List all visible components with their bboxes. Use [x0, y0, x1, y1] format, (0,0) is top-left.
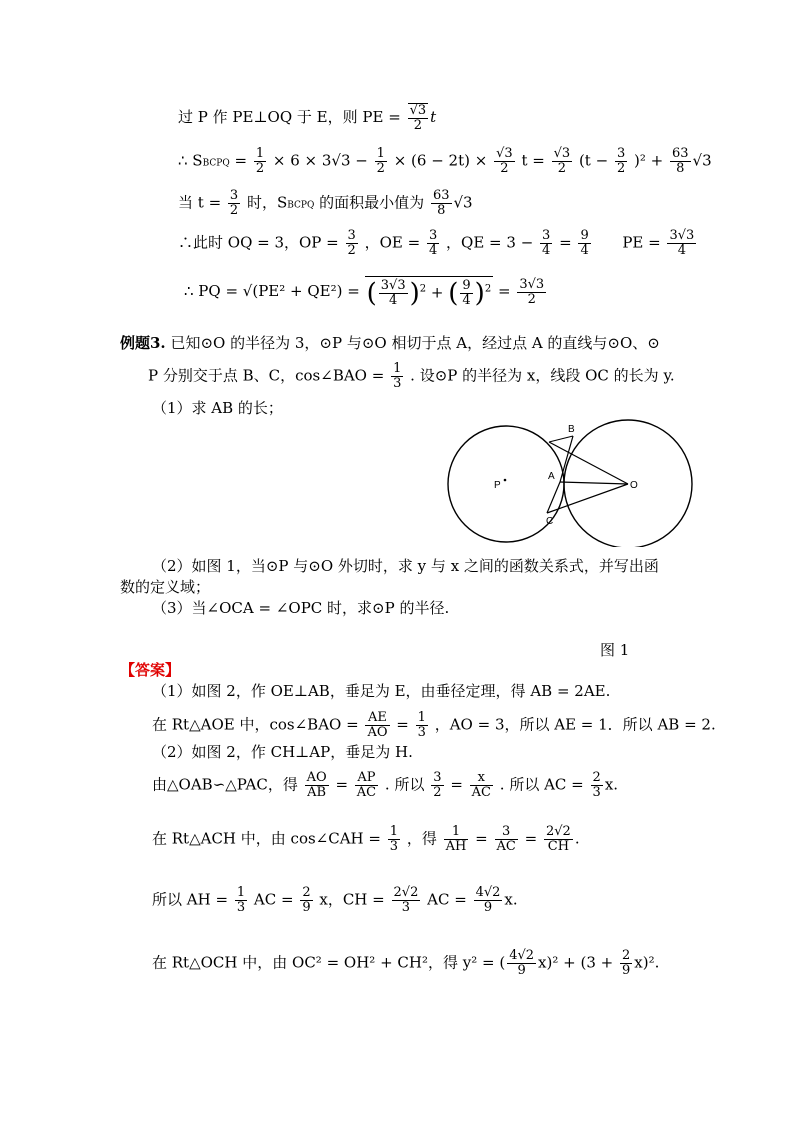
- text: 数的定义域；: [120, 578, 211, 596]
- text: =: [559, 233, 572, 252]
- numerator: 2: [621, 948, 631, 963]
- numerator: 1: [417, 710, 426, 725]
- text: =: [450, 775, 463, 794]
- line-co: [547, 484, 628, 513]
- denominator: 4: [428, 243, 438, 258]
- example-line-2: [148, 362, 675, 391]
- line-b-chord: [549, 436, 573, 442]
- label-o: O: [630, 480, 638, 491]
- numerator: x: [470, 771, 493, 786]
- text: 所以 AH =: [152, 890, 229, 909]
- fraction: [431, 189, 452, 218]
- denominator: 9: [302, 900, 311, 915]
- fraction: [667, 229, 696, 258]
- denominator: 2: [433, 785, 442, 800]
- numerator: 3: [542, 228, 551, 243]
- numerator: 3√3: [519, 276, 545, 292]
- text: (t −: [578, 151, 609, 170]
- answer-line-6: [152, 886, 518, 915]
- numerator: 1: [376, 146, 385, 161]
- fraction: [305, 771, 329, 800]
- numerator: AE: [365, 711, 389, 726]
- text: =: [396, 715, 409, 734]
- figure-1-diagram: [440, 412, 710, 547]
- text: =: [524, 829, 538, 848]
- text: x.: [504, 890, 518, 909]
- denominator: CH: [547, 839, 570, 854]
- denominator: 4: [542, 243, 551, 258]
- text: 【答案】: [120, 661, 181, 679]
- fraction: [474, 886, 503, 915]
- numerator: 3: [347, 228, 356, 243]
- text: （3）当∠OCA = ∠OPC 时，求⊙P 的半径.: [152, 599, 450, 617]
- denominator: 9: [483, 900, 493, 915]
- text: × (6 − 2t) ×: [393, 151, 488, 170]
- answer-line-7: [152, 949, 659, 978]
- text: x)².: [634, 953, 660, 972]
- fraction: [365, 711, 389, 740]
- label-b: B: [568, 424, 575, 435]
- text: ，得: [406, 829, 437, 848]
- denominator: 3: [417, 725, 426, 740]
- numerator: 9: [580, 228, 589, 243]
- text: =: [475, 829, 488, 848]
- fraction: [416, 711, 428, 740]
- text: 在 Rt△OCH 中，由 OC² = OH² + CH²，得 y² = (: [152, 953, 506, 972]
- subscript: BCPQ: [202, 158, 230, 169]
- question-3: [152, 598, 449, 618]
- fraction: [460, 279, 472, 308]
- denominator: 4: [580, 243, 589, 258]
- answer-line-1: [152, 681, 610, 701]
- denominator: 2: [500, 161, 509, 176]
- denominator: 9: [517, 963, 526, 978]
- numerator: 3: [229, 188, 239, 203]
- fraction: [507, 949, 536, 978]
- derivation-line-2: [178, 147, 712, 176]
- question-2-cont: [120, 577, 210, 597]
- denominator: AB: [307, 785, 327, 800]
- denominator: 8: [437, 203, 446, 218]
- denominator: 2: [557, 161, 567, 176]
- text: . 所以 AC =: [499, 775, 584, 794]
- numerator: 4√2: [475, 885, 501, 900]
- text: 在 Rt△AOE 中，cos∠BAO =: [152, 715, 359, 734]
- text: . 设⊙P 的半径为 x，线段 OC 的长为 y.: [410, 366, 675, 385]
- text: t: [430, 108, 437, 126]
- text: AC =: [427, 890, 467, 909]
- line-ao: [560, 482, 628, 484]
- numerator: 2√2: [393, 885, 419, 900]
- text: 的面积最小值为: [319, 193, 425, 212]
- fraction: [254, 147, 266, 176]
- numerator: 3: [428, 228, 438, 243]
- fraction: [552, 147, 573, 176]
- fraction: [470, 771, 493, 800]
- denominator: 8: [676, 161, 685, 176]
- numerator: 63: [672, 146, 689, 161]
- answer-tag: [120, 660, 180, 680]
- fraction: [591, 771, 603, 800]
- label-c: C: [546, 516, 554, 527]
- label-a: A: [548, 471, 555, 482]
- example-label: 例题3.: [120, 334, 166, 352]
- text: （1）如图 2，作 OE⊥AB，垂足为 E，由垂径定理，得 AB = 2AE.: [152, 682, 611, 700]
- answer-line-2: [152, 711, 716, 740]
- numerator: 1: [236, 885, 246, 900]
- numerator: 1: [444, 825, 469, 840]
- fraction: [228, 189, 240, 218]
- fraction: [391, 362, 403, 391]
- text: . 所以: [384, 775, 425, 794]
- derivation-line-5: [184, 276, 548, 308]
- text: 过 P 作 PE⊥OQ 于 E，则 PE =: [178, 108, 401, 126]
- line-ba: [560, 436, 573, 482]
- numerator: √3: [409, 103, 427, 118]
- fraction: [346, 229, 358, 258]
- text: ，AO = 3，所以 AE = 1．所以 AB = 2.: [434, 715, 716, 734]
- text: （2）如图 1，当⊙P 与⊙O 外切时，求 y 与 x 之间的函数关系式，并写出函: [152, 557, 659, 575]
- numerator: 63: [432, 188, 450, 203]
- text: 时，S: [246, 193, 288, 212]
- text: √3: [692, 151, 712, 170]
- numerator: 1: [393, 361, 402, 376]
- denominator: AH: [445, 839, 467, 854]
- text: x.: [604, 775, 619, 794]
- answer-line-3: [152, 742, 413, 762]
- radical: ( $\frac{3√3}{4}$ )$^2$ + ( $\frac{9}{4}$ )$^2$: [366, 278, 492, 309]
- fraction: [355, 771, 378, 800]
- denominator: 4: [677, 243, 687, 258]
- denominator: 2: [347, 243, 356, 258]
- text: AC =: [253, 890, 294, 909]
- text: 由△OAB∽△PAC，得: [152, 775, 298, 794]
- text: 已知⊙O 的半径为 3，⊙P 与⊙O 相切于点 A，经过点 A 的直线与⊙O、⊙: [170, 334, 660, 352]
- fraction: [235, 886, 247, 915]
- fraction: [495, 825, 518, 854]
- denominator: 4: [389, 293, 398, 308]
- question-1: [152, 398, 283, 418]
- subscript: BCPQ: [287, 200, 315, 211]
- denominator: 2: [413, 118, 422, 133]
- numerator: √3: [553, 146, 571, 161]
- denominator: 3: [592, 785, 601, 800]
- denominator: AC: [471, 785, 492, 800]
- text: ，OE =: [364, 233, 421, 252]
- text: √3: [453, 193, 473, 212]
- derivation-line-3: [178, 189, 473, 218]
- numerator: 3: [616, 146, 626, 161]
- denominator: 2: [616, 161, 626, 176]
- text: ，QE = 3 −: [446, 233, 534, 252]
- fraction: [620, 949, 632, 978]
- text: t =: [521, 151, 545, 170]
- numerator: 1: [255, 146, 265, 161]
- denominator: 2: [229, 203, 239, 218]
- denominator: 2: [376, 161, 385, 176]
- text: （1）求 AB 的长；: [152, 399, 283, 417]
- numerator: 1: [389, 824, 399, 839]
- text: x，CH =: [319, 890, 385, 909]
- fraction: [388, 825, 400, 854]
- example-line-1: [120, 333, 660, 353]
- numerator: 3: [433, 770, 442, 785]
- numerator: 3√3: [380, 278, 406, 293]
- text: =: [497, 282, 511, 300]
- fraction: [517, 278, 546, 307]
- denominator: 4: [462, 293, 471, 308]
- denominator: 9: [621, 963, 631, 978]
- numerator: AP: [355, 771, 378, 786]
- fraction: [427, 229, 439, 258]
- figure-caption: [600, 640, 629, 660]
- text: PE =: [622, 233, 661, 252]
- text: .: [574, 829, 580, 848]
- denominator: 3: [393, 376, 402, 391]
- label-p: P: [494, 480, 501, 491]
- numerator: 2: [592, 770, 601, 785]
- numerator: 2: [302, 885, 311, 900]
- numerator: 3√3: [669, 228, 695, 243]
- text: =: [234, 151, 248, 170]
- text: 当 t =: [178, 193, 222, 212]
- denominator: 3: [401, 900, 411, 915]
- fraction: [578, 229, 590, 258]
- denominator: 3: [389, 839, 399, 854]
- fraction: [408, 103, 429, 133]
- numerator: 3: [495, 825, 518, 840]
- text: x)² + (3 +: [538, 953, 614, 972]
- answer-line-5: [152, 825, 580, 854]
- text: )² +: [634, 151, 664, 170]
- denominator: AC: [496, 839, 516, 854]
- point-p: [504, 479, 507, 482]
- denominator: AC: [356, 785, 377, 800]
- question-2: [152, 556, 659, 576]
- denominator: 3: [236, 900, 246, 915]
- numerator: 9: [462, 278, 471, 293]
- answer-line-4: [152, 771, 618, 800]
- text: ∴ S: [178, 151, 203, 170]
- text: × 6 × 3√3 −: [272, 151, 368, 170]
- derivation-line-4: [178, 229, 698, 258]
- numerator: AO: [306, 770, 327, 785]
- fraction: [670, 147, 691, 176]
- denominator: 2: [527, 291, 536, 307]
- numerator: 2√2: [545, 824, 571, 839]
- denominator: 2: [255, 161, 265, 176]
- text: =: [335, 775, 349, 794]
- fraction: [544, 825, 573, 854]
- fraction: [431, 771, 443, 800]
- numerator: 4√2: [509, 948, 535, 963]
- text: ∴此时 OQ = 3，OP =: [178, 233, 339, 252]
- fraction: [444, 825, 469, 854]
- fraction: [379, 279, 408, 308]
- numerator: √3: [496, 146, 513, 161]
- fraction: [375, 147, 387, 176]
- fraction: [494, 147, 515, 176]
- text: ∴ PQ = √(PE² + QE²) =: [184, 282, 360, 300]
- derivation-line-1: [178, 103, 436, 133]
- text: （2）如图 2，作 CH⊥AP，垂足为 H.: [152, 743, 413, 761]
- text: 图 1: [600, 641, 630, 659]
- text: 在 Rt△ACH 中，由 cos∠CAH =: [152, 829, 381, 848]
- fraction: [392, 886, 421, 915]
- fraction: [300, 886, 312, 915]
- fraction: [615, 147, 627, 176]
- denominator: AO: [367, 725, 388, 740]
- text: P 分别交于点 B、C，cos∠BAO =: [148, 366, 385, 385]
- fraction: [540, 229, 552, 258]
